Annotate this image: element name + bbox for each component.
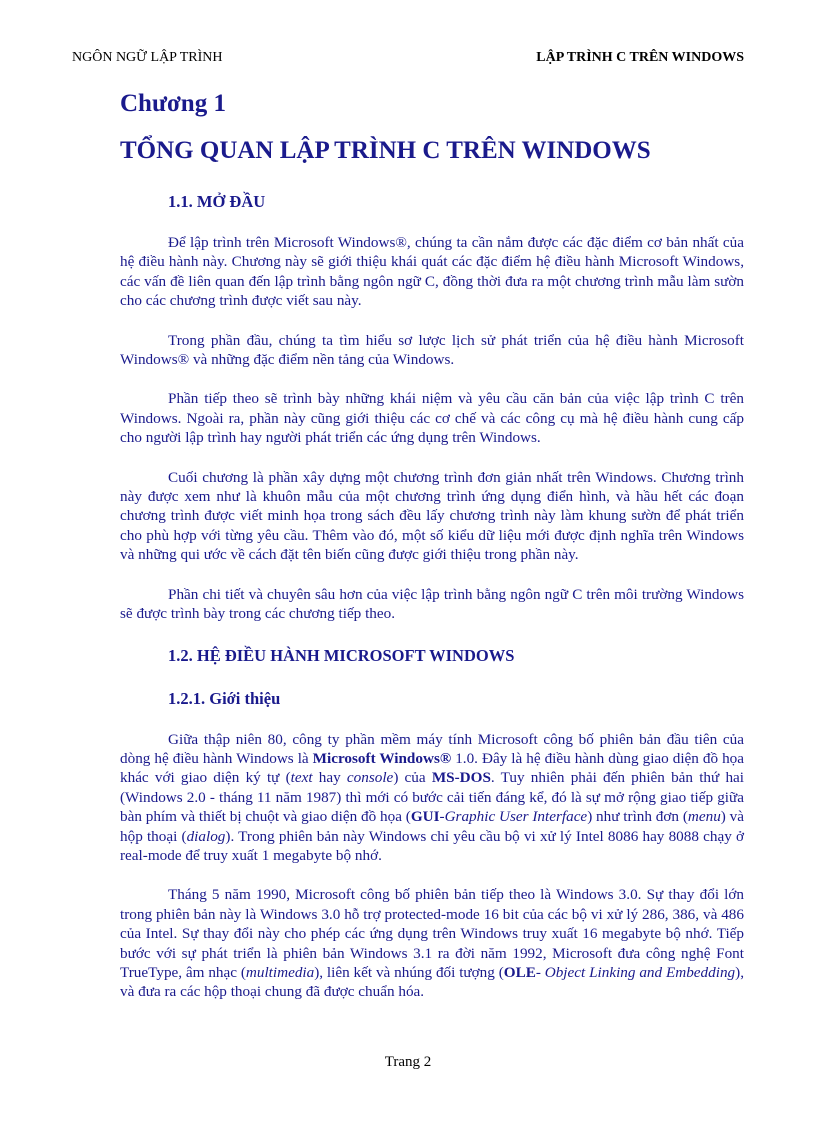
p6-text-7: ) như trình đơn ( [587, 808, 688, 826]
page-footer: Trang 2 [384, 1054, 432, 1070]
p7-text-1: Tháng 5 năm 1990, Microsoft công bố phiên bản tiếp theo là Windows 3.0. Sự thay đổi lớn trong phiên bản này là Windows 3.0 hỗ trợ protected-mode 16 bit của các bộ vi xử lý 286, 386, và 486 của Intel. Sự thay đổi này cho phép các ứng dụng trên Windows truy xuất 16 megabyte bộ nhớ. Tiếp bước với sự phát triển là phiên bản Windows 3.1 ra đời năm 1992, Microsoft đưa công nghệ Font TrueType, âm nhạc ( [120, 886, 744, 981]
p6-text-6: - [439, 808, 445, 826]
paragraph-7 [120, 885, 744, 1001]
p7-bold-1: OLE [503, 963, 536, 981]
chapter-title: TỔNG QUAN LẬP TRÌNH C TRÊN WINDOWS [120, 137, 651, 164]
paragraph-6 [120, 730, 744, 866]
page-content [120, 86, 744, 1002]
p7-text-4: ), và đưa ra các hộp thoại chung đã được chuẩn hóa. [120, 963, 744, 1001]
paragraph-4: Cuối chương là phần xây dựng một chương trình đơn giản nhất trên Windows. Chương trình này được xem như là khuôn mẫu của một chương trình ứng dụng điển hình, và hầu hết các đoạn chương trình được viết minh họa trong sách đều lấy chương trình này làm khung sườn để phát triển cho phù hợp với từng yêu cầu. Thêm vào đó, một số kiểu dữ liệu mới được định nghĩa trên Windows và những qui ước về cách đặt tên biến cũng được giới thiệu trong phần này. [120, 468, 744, 564]
p6-italic-3: Graphic User Interface [444, 808, 588, 826]
paragraph-2: Trong phần đầu, chúng ta tìm hiểu sơ lược lịch sử phát triển của hệ điều hành Microsoft Windows® và những đặc điểm nền tảng của Windows. [120, 331, 744, 369]
p7-italic-2: Object Linking and Embedding [544, 963, 736, 981]
p7-italic-1: multimedia [245, 963, 315, 981]
p7-text-2: ), liên kết và nhúng đối tượng ( [314, 963, 504, 981]
header-left: NGÔN NGỮ LẬP TRÌNH [72, 50, 223, 65]
p6-text-9: ). Trong phiên bản này Windows chỉ yêu cầu bộ vi xử lý Intel 8086 hay 8088 chạy ở real-mode để truy xuất 1 megabyte bộ nhớ. [120, 827, 744, 864]
page-header [72, 50, 744, 72]
p6-bold-1: Microsoft Windows® [312, 749, 452, 767]
p6-text-8: ) và hộp thoại ( [120, 808, 745, 845]
p6-bold-2: MS-DOS [431, 769, 491, 787]
p6-text-5: . Tuy nhiên phải đến phiên bản thứ hai (Windows 2.0 - tháng 11 năm 1987) thì mới có bước cải tiến đáng kể, đó là sự mở rộng giao tiếp giữa bàn phím và thiết bị chuột và giao diện đồ họa ( [120, 769, 744, 826]
p6-text-3: hay [312, 769, 347, 787]
section-heading-1-1: 1.1. MỞ ĐẦU [168, 192, 266, 211]
paragraph-1: Để lập trình trên Microsoft Windows®, chúng ta cần nắm được các đặc điểm cơ bản nhất của hệ điều hành này. Chương này sẽ giới thiệu khái quát các đặc điểm hệ điều hành Microsoft Windows, các vấn đề liên quan đến lập trình bằng ngôn ngữ C, đồng thời đưa ra một chương trình mẫu làm sườn cho các chương trình được viết sau này. [120, 234, 744, 310]
p6-text-4: ) của [393, 769, 432, 787]
paragraph-3: Phần tiếp theo sẽ trình bày những khái niệm và yêu cầu căn bản của việc lập trình C trên Windows. Ngoài ra, phần này cũng giới thiệu các cơ chế và các công cụ mà hệ điều hành cung cấp cho người lập trình hay người phát triển các ứng dụng trên Windows. [120, 390, 744, 447]
section-heading-1-2: 1.2. HỆ ĐIỀU HÀNH MICROSOFT WINDOWS [168, 645, 515, 665]
p6-italic-4: menu [687, 808, 721, 826]
p6-italic-2: console [346, 769, 394, 787]
p6-bold-3: GUI [410, 808, 440, 826]
p6-italic-5: dialog [186, 827, 226, 845]
p7-text-3: - [535, 963, 545, 981]
section-heading-1-2-1: 1.2.1. Giới thiệu [168, 688, 281, 708]
chapter-label: Chương 1 [120, 90, 226, 117]
header-right: LẬP TRÌNH C TRÊN WINDOWS [536, 50, 744, 65]
p6-text-1: Giữa thập niên 80, công ty phần mềm máy tính Microsoft công bố phiên bản đầu tiên của dòng hệ điều hành Windows là [120, 730, 744, 767]
paragraph-5: Phần chi tiết và chuyên sâu hơn của việc lập trình bằng ngôn ngữ C trên môi trường Windows sẽ được trình bày trong các chương tiếp theo. [120, 585, 744, 623]
p6-italic-1: text [290, 769, 313, 787]
p6-text-2: 1.0. Đây là hệ điều hành dùng giao diện đồ họa khác với giao diện ký tự ( [120, 749, 745, 787]
